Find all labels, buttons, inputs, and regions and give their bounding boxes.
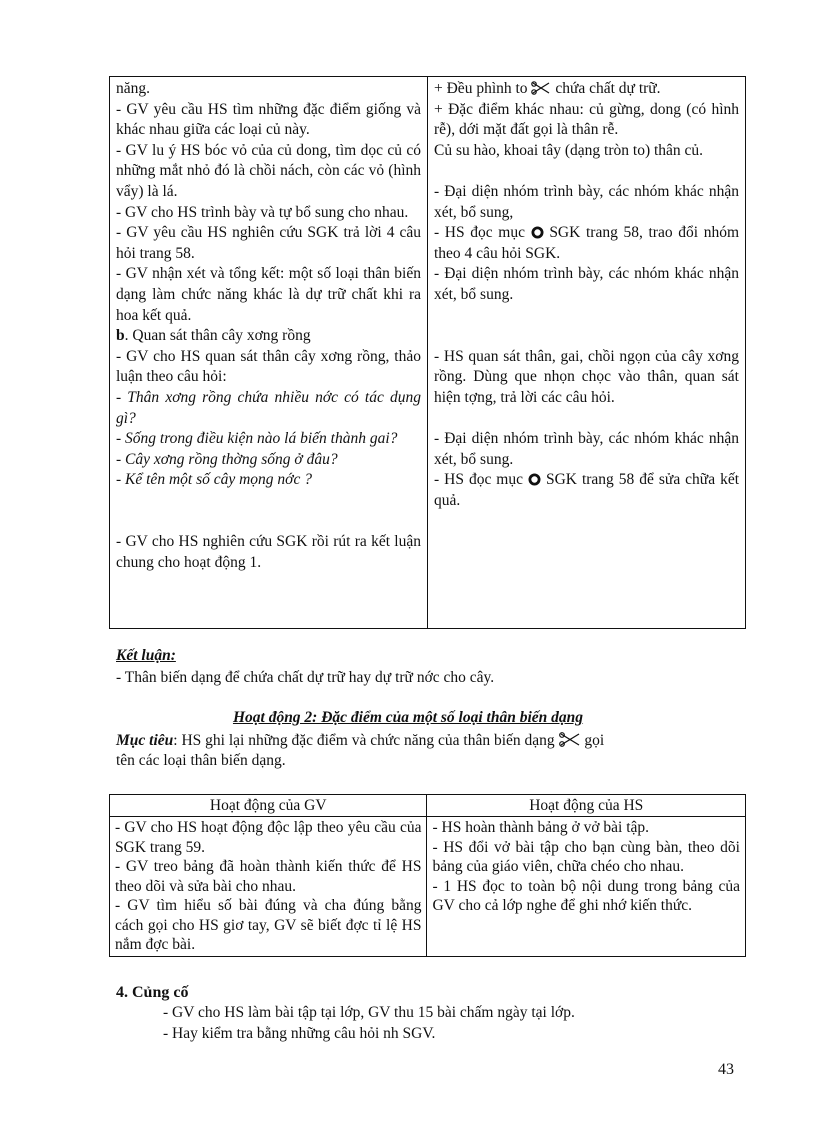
- scissors-icon: [531, 81, 551, 95]
- objective-text: gọi: [584, 732, 605, 749]
- spacer: [116, 491, 421, 512]
- text: SGK trang 58 để sửa chữa kết quả.: [434, 471, 740, 509]
- paragraph: - GV cho HS trình bày và tự bổ sung cho nhau.: [116, 203, 409, 221]
- paragraph: - GV yêu cầu HS nghiên cứu SGK trả lời 4 câu hỏi trang 58.: [116, 224, 421, 262]
- student-column: [428, 77, 746, 629]
- page-number: 43: [718, 1061, 734, 1078]
- paragraph: - GV cho HS nghiên cứu SGK rồi rút ra kết luận chung cho hoạt động 1.: [116, 533, 421, 571]
- spacer: [434, 306, 739, 327]
- teacher-column: [110, 817, 427, 957]
- activity2-table: [109, 794, 746, 957]
- objective-text: tên các loại thân biến dạng.: [116, 752, 286, 769]
- paragraph: - HS đổi vở bài tập cho bạn cùng bàn, theo dõi bảng của giáo viên, chữa chéo cho nhau.: [432, 838, 740, 875]
- text: - HS đọc mục: [434, 224, 525, 242]
- activity1-table: [109, 76, 746, 629]
- paragraph: [434, 79, 739, 100]
- consolidation-item: - GV cho HS làm bài tập tại lớp, GV thu 15 bài chấm ngày tại lớp.: [163, 1004, 575, 1021]
- paragraph: - HS quan sát thân, gai, chồi ngọn của cây xơng rồng. Dùng que nhọn chọc vào thân, quan sát hiện tợng, trả lời các câu hỏi.: [434, 347, 739, 406]
- header-teacher: Hoạt động của GV: [110, 795, 427, 817]
- paragraph: - HS hoàn thành bảng ở vở bài tập.: [432, 819, 650, 836]
- question: - Kể tên một số cây mọng nớc ?: [116, 471, 312, 489]
- activity2-objective: [116, 731, 746, 771]
- scissors-icon: [559, 732, 581, 747]
- paragraph: - GV tìm hiểu số bài đúng và cha đúng bằng cách gọi cho HS giơ tay, GV sẽ biết đợc tỉ lệ HS nắm đợc bài.: [115, 897, 422, 953]
- question: - Thân xơng rồng chứa nhiều nớc có tác dụng gì?: [116, 388, 421, 427]
- question: - Cây xơng rồng thờng sống ở đâu?: [116, 450, 338, 468]
- section-b-text: . Quan sát thân cây xơng rồng: [124, 327, 311, 345]
- text: chứa chất dự trữ.: [555, 80, 661, 97]
- spacer: [434, 161, 739, 182]
- paragraph: - GV nhận xét và tổng kết: một số loại thân biến dạng làm chức năng khác là dự trữ chất khi ra hoa kết quả.: [116, 265, 421, 324]
- spacer: [434, 409, 739, 430]
- header-student: Hoạt động của HS: [427, 795, 746, 817]
- paragraph: - Đại diện nhóm trình bày, các nhóm khác nhận xét, bổ sung,: [434, 182, 739, 221]
- table-row: [110, 77, 746, 629]
- section-b-heading: [116, 326, 421, 347]
- paragraph: [434, 223, 739, 264]
- circle-marker-icon: [531, 226, 544, 239]
- conclusion-text: - Thân biến dạng để chứa chất dự trữ hay dự trữ nớc cho cây.: [116, 669, 495, 686]
- conclusion-heading: Kết luận:: [116, 647, 176, 664]
- paragraph: Củ su hào, khoai tây (dạng tròn to) thân củ.: [434, 141, 704, 159]
- activity2-title: Hoạt động 2: Đặc điểm của một số loại thân biến dạng: [232, 709, 584, 726]
- paragraph: - GV cho HS quan sát thân cây xơng rồng, thảo luận theo câu hỏi:: [116, 347, 421, 386]
- section-b-label: b: [116, 327, 125, 345]
- paragraph: - 1 HS đọc to toàn bộ nội dung trong bảng của GV cho cả lớp nghe để ghi nhớ kiến thức.: [432, 877, 740, 914]
- paragraph: + Đặc điểm khác nhau: củ gừng, dong (có hình rễ), dới mặt đất gọi là thân rễ.: [434, 100, 739, 139]
- consolidation-heading: 4. Củng cố: [116, 984, 189, 1001]
- table-header-row: [110, 795, 746, 817]
- circle-marker-icon: [528, 473, 541, 486]
- teacher-column: [110, 77, 428, 629]
- student-column: [427, 817, 746, 957]
- question: - Sống trong điều kiện nào lá biến thành gai?: [116, 430, 398, 448]
- spacer: [434, 326, 739, 347]
- objective-label: Mục tiêu: [116, 732, 174, 749]
- paragraph: - GV lu ý HS bóc vỏ của củ dong, tìm dọc củ có những mắt nhỏ đó là chồi nách, còn các vỏ (hình vẩy) là lá.: [116, 141, 421, 200]
- objective-text: : HS ghi lại những đặc điểm và chức năng của thân biến dạng: [173, 732, 555, 749]
- spacer: [116, 511, 421, 532]
- paragraph: - Đại diện nhóm trình bày, các nhóm khác nhận xét, bổ sung.: [434, 430, 739, 468]
- paragraph: - GV treo bảng đã hoàn thành kiến thức để HS theo dõi và sửa bài cho nhau.: [115, 858, 422, 895]
- consolidation-item: - Hay kiểm tra bằng những câu hỏi nh SGV.: [163, 1025, 436, 1042]
- paragraph: - GV yêu cầu HS tìm những đặc điểm giống và khác nhau giữa các loại củ này.: [116, 100, 421, 139]
- paragraph: năng.: [116, 80, 151, 97]
- text: - HS đọc mục: [434, 471, 523, 489]
- text: SGK trang 58, trao đổi nhóm theo 4 câu hỏi SGK.: [434, 224, 740, 262]
- paragraph: [434, 470, 739, 511]
- table-row: [110, 817, 746, 957]
- paragraph: - Đại diện nhóm trình bày, các nhóm khác nhận xét, bổ sung.: [434, 265, 739, 303]
- text: + Đều phình to: [434, 80, 528, 97]
- paragraph: - GV cho HS hoạt động độc lập theo yêu cầu của SGK trang 59.: [115, 819, 422, 856]
